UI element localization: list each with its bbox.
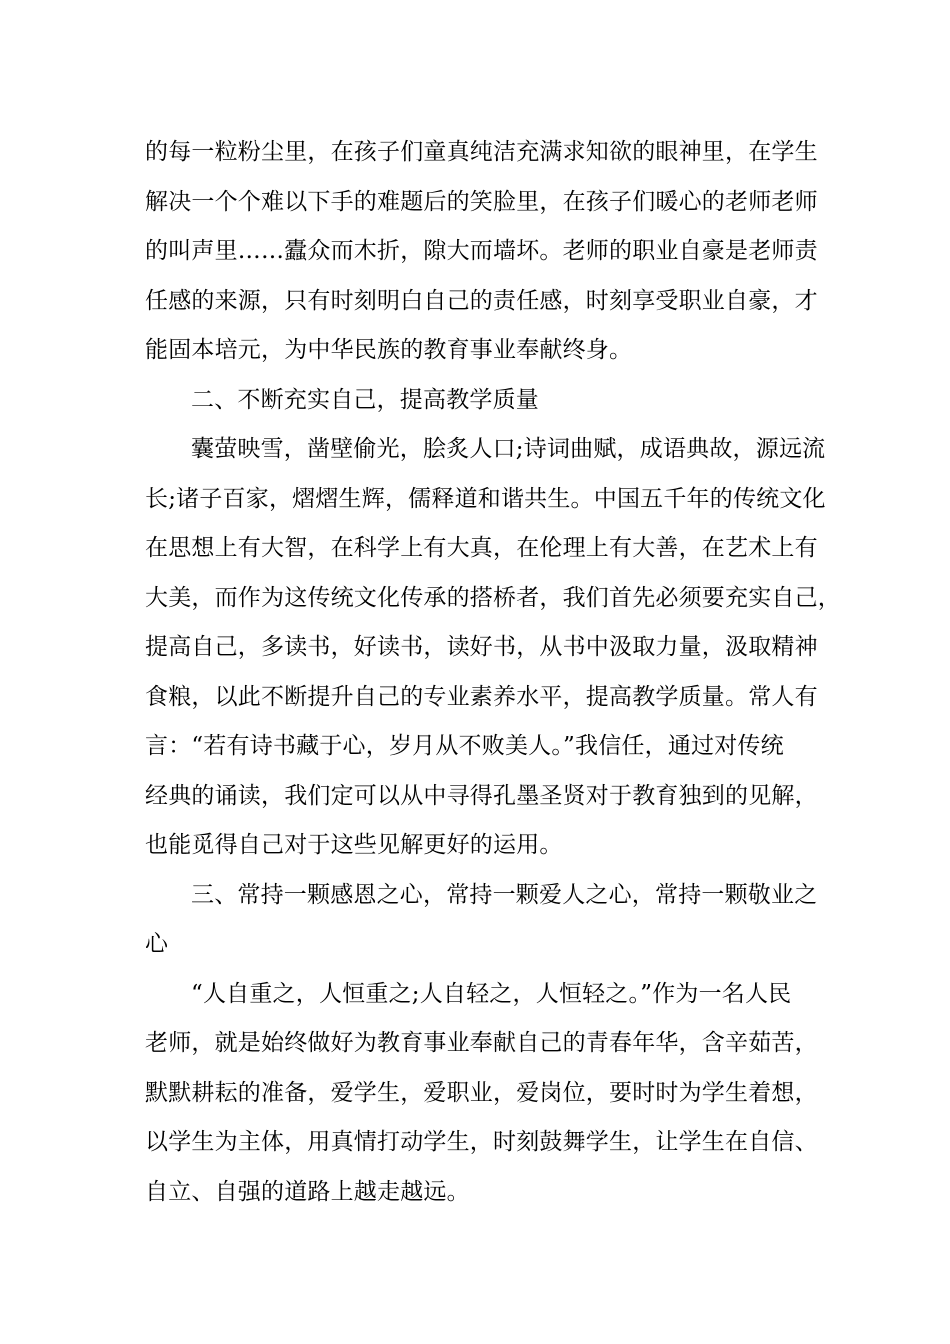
text-line: 老师，就是始终做好为教育事业奉献自己的青春年华，含辛茹苦， xyxy=(145,1030,818,1056)
text-line: 经典的诵读，我们定可以从中寻得孔墨圣贤对于教育独到的见解， xyxy=(145,782,818,809)
text-line: 囊萤映雪，凿壁偷光，脍炙人口;诗词曲赋，成语典故，源远流 xyxy=(191,436,826,462)
text-line: 在思想上有大智，在科学上有大真，在伦理上有大善，在艺术上有 xyxy=(145,535,818,561)
text-line: 任感的来源，只有时刻明白自己的责任感，时刻享受职业自豪，才 xyxy=(145,287,818,314)
text-line: 能固本培元，为中华民族的教育事业奉献终身。 xyxy=(145,337,633,363)
text-line: 提高自己，多读书，好读书，读好书，从书中汲取力量，汲取精神 xyxy=(145,634,818,660)
text-line: 自立、自强的道路上越走越远。 xyxy=(145,1178,470,1205)
section-heading-3: 三、常持一颗感恩之心，常持一颗爱人之心，常持一颗敬业之 xyxy=(191,881,818,908)
section-heading-3-continued: 心 xyxy=(145,931,169,957)
text-line: 解决一个个难以下手的难题后的笑脸里，在孩子们暖心的老师老师 xyxy=(145,188,818,215)
text-line: 默默耕耘的准备，爱学生，爱职业，爱岗位，要时时为学生着想， xyxy=(145,1079,818,1106)
text-line: 大美，而作为这传统文化传承的搭桥者，我们首先必须要充实自己， xyxy=(145,584,841,611)
text-line: 的每一粒粉尘里，在孩子们童真纯洁充满求知欲的眼神里，在学生 xyxy=(145,139,818,165)
text-line: “人自重之，人恒重之;人自轻之，人恒轻之。”作为一名人民 xyxy=(191,980,792,1007)
text-line: 长;诸子百家，熠熠生辉，儒释道和谐共生。中国五千年的传统文化 xyxy=(145,485,826,512)
document-body xyxy=(145,128,841,1217)
text-line: 也能觅得自己对于这些见解更好的运用。 xyxy=(145,832,563,858)
section-heading-2: 二、不断充实自己，提高教学质量 xyxy=(191,386,539,413)
text-line: 以学生为主体，用真情打动学生，时刻鼓舞学生，让学生在自信、 xyxy=(145,1129,818,1155)
text-line: 言：“若有诗书藏于心，岁月从不败美人。”我信任，通过对传统 xyxy=(145,733,784,759)
text-line: 食粮，以此不断提升自己的专业素养水平，提高教学质量。常人有 xyxy=(145,683,818,710)
text-line: 的叫声里……蠹众而木折，隙大而墙坏。老师的职业自豪是老师责 xyxy=(145,238,818,264)
